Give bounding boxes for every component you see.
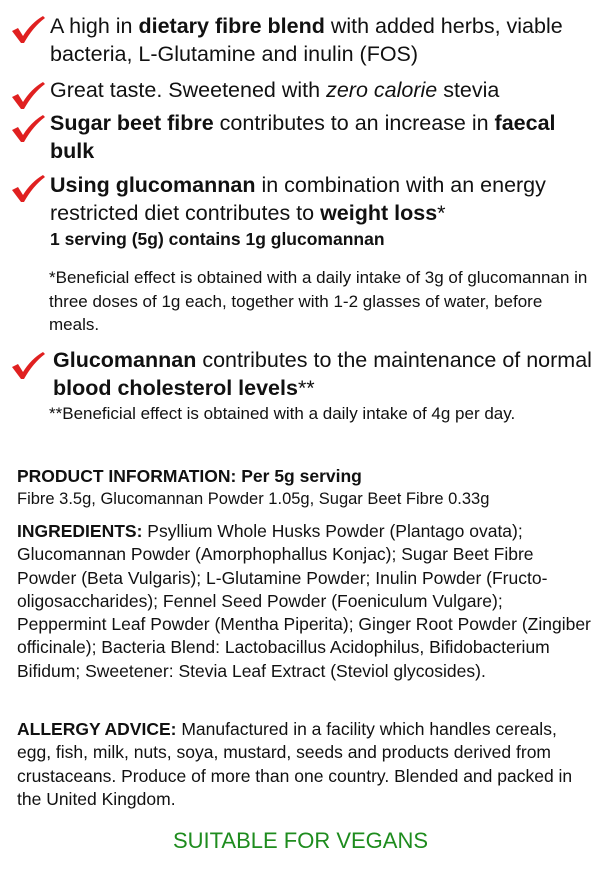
allergy-text: Manufactured in a facility which handles cereals, egg, fish, milk, nuts, soya, mustard, seeds and products derived from crustaceans. Produce of more than one country. Blended and packed in the United Kingdom. xyxy=(17,719,573,809)
benefit-text: Glucomannan contributes to the maintenance of normal blood cholesterol levels** xyxy=(53,348,592,400)
benefit-item xyxy=(10,346,595,402)
benefit-item xyxy=(10,76,595,104)
benefit-text: Using glucomannan in combination with an energy restricted diet contributes to weight loss* xyxy=(50,173,546,225)
benefit-item xyxy=(10,12,595,68)
checkmark-icon xyxy=(10,14,46,44)
ingredients-label: INGREDIENTS: xyxy=(17,521,143,541)
checkmark-icon xyxy=(10,113,46,143)
ingredients-section xyxy=(17,520,592,683)
product-info-text: Fibre 3.5g, Glucomannan Powder 1.05g, Sugar Beet Fibre 0.33g xyxy=(17,490,490,509)
benefit-text: Sugar beet fibre contributes to an increase in faecal bulk xyxy=(50,111,556,163)
benefit-text: A high in dietary fibre blend with added herbs, viable bacteria, L-Glutamine and inulin (FOS) xyxy=(50,14,563,66)
benefit-text: Great taste. Sweetened with zero calorie stevia xyxy=(50,78,500,102)
checkmark-icon xyxy=(10,173,46,203)
allergy-section xyxy=(17,718,592,811)
benefit-footnote: *Beneficial effect is obtained with a daily intake of 3g of glucomannan in three doses of 1g each, together with 1-2 glasses of water, before meals. xyxy=(49,268,588,334)
checkmark-icon xyxy=(10,80,46,110)
serving-glucomannan-note: 1 serving (5g) contains 1g glucomannan xyxy=(50,229,385,249)
allergy-label: ALLERGY ADVICE: xyxy=(17,719,177,739)
checkmark-icon xyxy=(10,350,46,380)
product-information xyxy=(17,465,592,512)
ingredients-text: Psyllium Whole Husks Powder (Plantago ovata); Glucomannan Powder (Amorphophallus Konjac); Sugar Beet Fibre Powder (Beta Vulgaris); L-Glutamine Powder; Inulin Powder (Fructo-oligosaccharides); Fennel Seed Powder (Foeniculum Vulgare); Peppermint Leaf Powder (Mentha Piperita); Ginger Root Powder (Zingiber officinale); Bacteria Blend: Lactobacillus Acidophilus, Bifidobacterium Bifidum; Sweetener: Stevia Leaf Extract (Steviol glycosides). xyxy=(17,521,591,681)
benefit-item xyxy=(10,109,595,165)
benefit-footnote: **Beneficial effect is obtained with a daily intake of 4g per day. xyxy=(49,404,516,423)
benefit-item xyxy=(10,171,595,252)
product-info-heading: PRODUCT INFORMATION: Per 5g serving xyxy=(17,466,362,486)
vegan-label: SUITABLE FOR VEGANS xyxy=(172,828,429,853)
